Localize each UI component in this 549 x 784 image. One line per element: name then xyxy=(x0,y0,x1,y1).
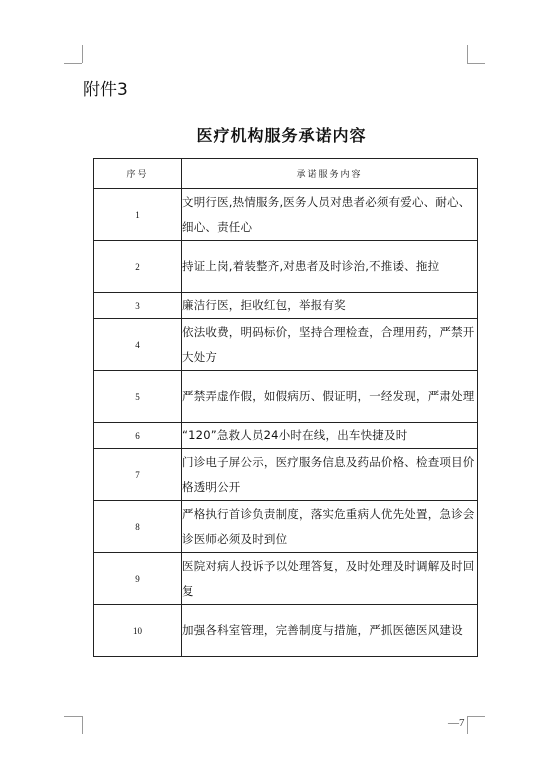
row-content: 依法收费，明码标价，坚持合理检查，合理用药，严禁开大处方 xyxy=(182,319,478,371)
attachment-label: 附件3 xyxy=(83,80,128,100)
table-row xyxy=(94,371,478,423)
row-number: 10 xyxy=(94,605,182,657)
table-row xyxy=(94,605,478,657)
table-row xyxy=(94,189,478,241)
row-number: 7 xyxy=(94,449,182,501)
crop-mark-bottom-right-v xyxy=(467,716,468,734)
crop-mark-top-right-v xyxy=(467,45,468,63)
row-content: 医院对病人投诉予以处理答复，及时处理及时调解及时回复 xyxy=(182,553,478,605)
row-content: 加强各科室管理，完善制度与措施，严抓医德医风建设 xyxy=(182,605,478,657)
row-content: 文明行医,热情服务,医务人员对患者必须有爱心、耐心、细心、责任心 xyxy=(182,189,478,241)
row-number: 1 xyxy=(94,189,182,241)
crop-mark-bottom-left-h xyxy=(64,716,82,717)
row-number: 4 xyxy=(94,319,182,371)
table-row xyxy=(94,501,478,553)
commitment-table xyxy=(93,158,478,657)
table-row xyxy=(94,319,478,371)
row-number: 8 xyxy=(94,501,182,553)
row-number: 9 xyxy=(94,553,182,605)
row-content: 持证上岗,着装整齐,对患者及时诊治,不推诿、拖拉 xyxy=(182,241,478,293)
row-content: 门诊电子屏公示，医疗服务信息及药品价格、检查项目价格透明公开 xyxy=(182,449,478,501)
row-content: “120”急救人员24小时在线，出车快捷及时 xyxy=(182,423,478,449)
crop-mark-bottom-right-h xyxy=(467,716,485,717)
table-row xyxy=(94,423,478,449)
row-number: 3 xyxy=(94,293,182,319)
row-number: 2 xyxy=(94,241,182,293)
header-serial-number: 序号 xyxy=(94,159,182,189)
table-row xyxy=(94,293,478,319)
crop-mark-top-left-v xyxy=(82,45,83,63)
row-number: 6 xyxy=(94,423,182,449)
table-row xyxy=(94,553,478,605)
row-content: 廉洁行医，拒收红包，举报有奖 xyxy=(182,293,478,319)
page-number: —7 xyxy=(448,717,465,729)
row-content: 严格执行首诊负责制度，落实危重病人优先处置，急诊会诊医师必须及时到位 xyxy=(182,501,478,553)
table-header-row xyxy=(94,159,478,189)
crop-mark-top-left-h xyxy=(64,63,82,64)
row-content: 严禁弄虚作假，如假病历、假证明，一经发现，严肃处理 xyxy=(182,371,478,423)
header-commitment-content: 承诺服务内容 xyxy=(182,159,478,189)
document-title: 医疗机构服务承诺内容 xyxy=(196,126,367,145)
crop-mark-top-right-h xyxy=(467,63,485,64)
table-row xyxy=(94,449,478,501)
row-number: 5 xyxy=(94,371,182,423)
table-row xyxy=(94,241,478,293)
crop-mark-bottom-left-v xyxy=(82,716,83,734)
